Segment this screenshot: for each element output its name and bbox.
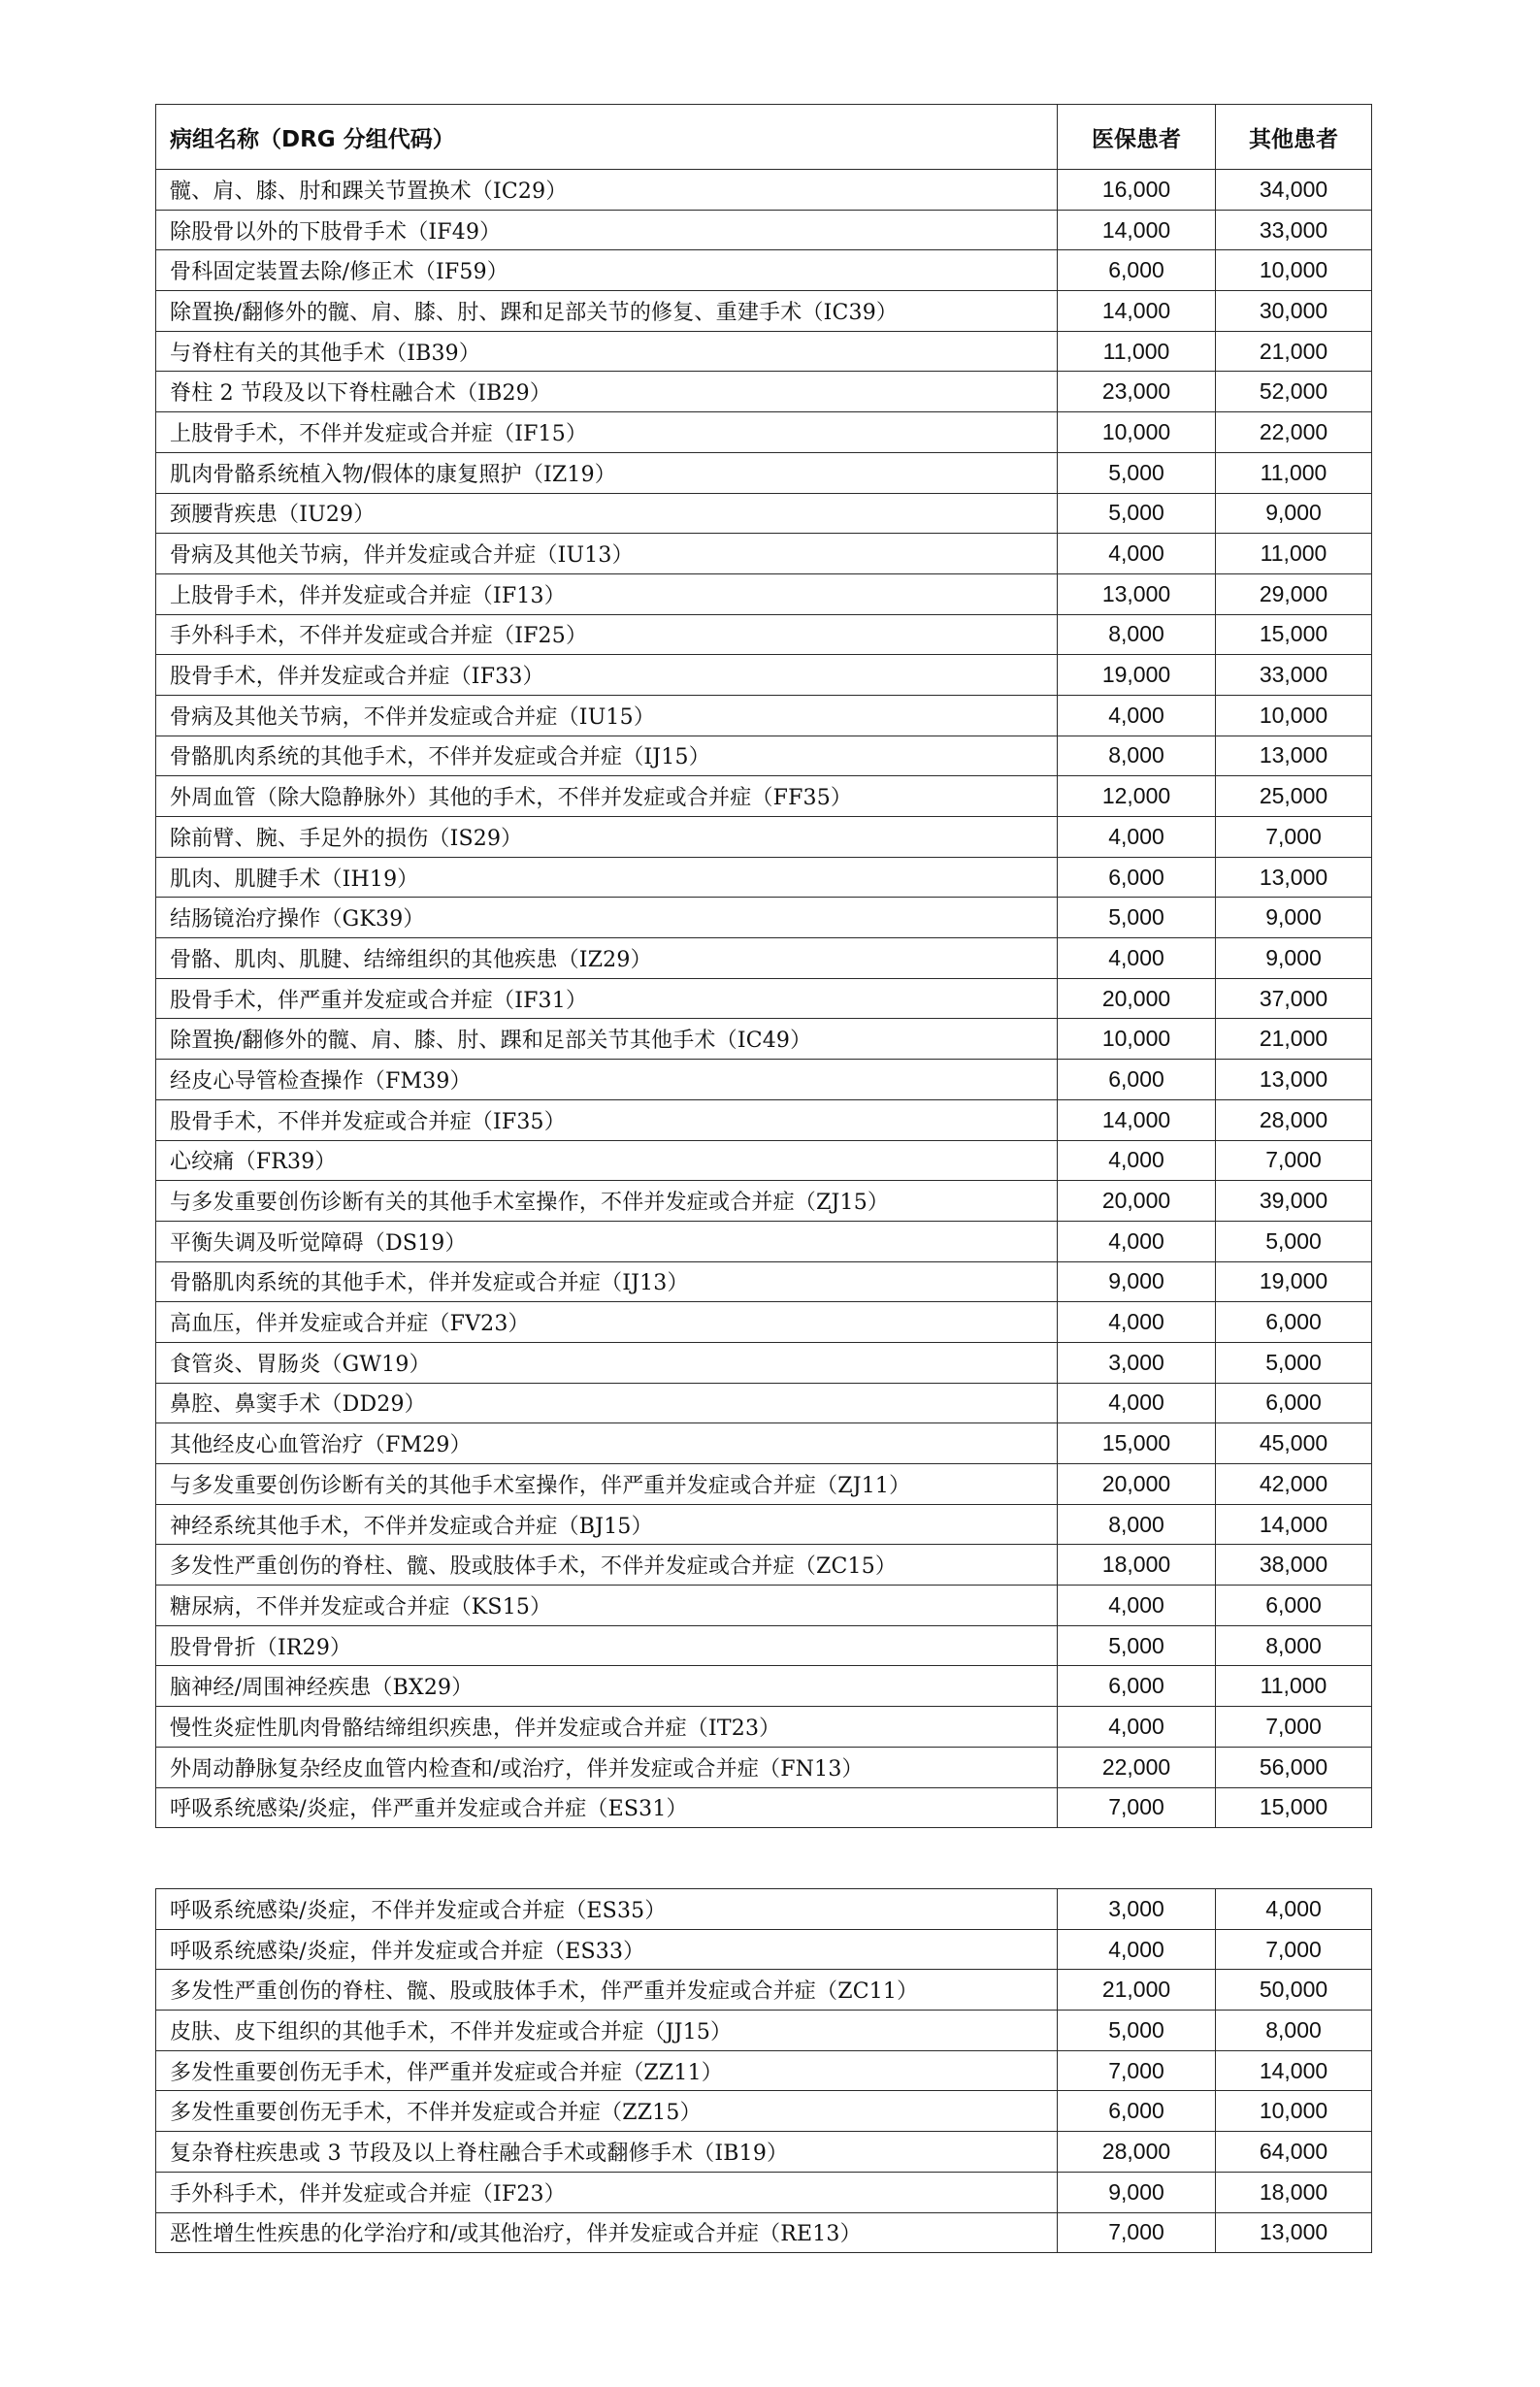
table-row	[156, 736, 1372, 776]
drg-name-cell: 股骨手术，不伴并发症或合并症（IF35）	[156, 1099, 1058, 1140]
drg-name-cell: 多发性重要创伤无手术，伴严重并发症或合并症（ZZ11）	[156, 2050, 1058, 2091]
other-patient-cost-cell: 9,000	[1216, 898, 1372, 938]
table-row	[156, 776, 1372, 817]
drg-name-cell: 皮肤、皮下组织的其他手术，不伴并发症或合并症（JJ15）	[156, 2011, 1058, 2051]
drg-name-cell: 高血压，伴并发症或合并症（FV23）	[156, 1302, 1058, 1343]
drg-name-cell: 糖尿病，不伴并发症或合并症（KS15）	[156, 1586, 1058, 1626]
header-medical-insurance: 医保患者	[1058, 105, 1216, 170]
other-patient-cost-cell: 10,000	[1216, 2091, 1372, 2132]
table-row	[156, 1019, 1372, 1060]
other-patient-cost-cell: 13,000	[1216, 857, 1372, 898]
drg-name-cell: 手外科手术，不伴并发症或合并症（IF25）	[156, 614, 1058, 655]
table-row	[156, 452, 1372, 493]
header-name: 病组名称（DRG 分组代码）	[156, 105, 1058, 170]
medical-insurance-cost-cell: 6,000	[1058, 250, 1216, 291]
medical-insurance-cost-cell: 6,000	[1058, 1666, 1216, 1707]
medical-insurance-cost-cell: 3,000	[1058, 1342, 1216, 1383]
other-patient-cost-cell: 39,000	[1216, 1181, 1372, 1222]
drg-name-cell: 股骨手术，伴严重并发症或合并症（IF31）	[156, 978, 1058, 1019]
medical-insurance-cost-cell: 14,000	[1058, 291, 1216, 332]
other-patient-cost-cell: 5,000	[1216, 1221, 1372, 1261]
medical-insurance-cost-cell: 16,000	[1058, 170, 1216, 211]
drg-name-cell: 外周动静脉复杂经皮血管内检查和/或治疗，伴并发症或合并症（FN13）	[156, 1747, 1058, 1787]
other-patient-cost-cell: 11,000	[1216, 534, 1372, 574]
table-row	[156, 1261, 1372, 1302]
table-row	[156, 1787, 1372, 1828]
drg-name-cell: 呼吸系统感染/炎症，伴并发症或合并症（ES33）	[156, 1929, 1058, 1970]
table-body-continued	[156, 1889, 1372, 2253]
other-patient-cost-cell: 7,000	[1216, 1140, 1372, 1181]
medical-insurance-cost-cell: 7,000	[1058, 1787, 1216, 1828]
medical-insurance-cost-cell: 4,000	[1058, 1221, 1216, 1261]
table-row	[156, 1586, 1372, 1626]
medical-insurance-cost-cell: 4,000	[1058, 1707, 1216, 1748]
drg-name-cell: 除置换/翻修外的髋、肩、膝、肘、踝和足部关节其他手术（IC49）	[156, 1019, 1058, 1060]
table-row	[156, 1625, 1372, 1666]
medical-insurance-cost-cell: 7,000	[1058, 2050, 1216, 2091]
other-patient-cost-cell: 29,000	[1216, 573, 1372, 614]
table-row	[156, 1099, 1372, 1140]
table-row	[156, 695, 1372, 736]
table-row	[156, 2050, 1372, 2091]
medical-insurance-cost-cell: 21,000	[1058, 1970, 1216, 2011]
medical-insurance-cost-cell: 4,000	[1058, 1383, 1216, 1423]
drg-name-cell: 骨科固定装置去除/修正术（IF59）	[156, 250, 1058, 291]
table-row	[156, 1504, 1372, 1545]
drg-name-cell: 鼻腔、鼻窦手术（DD29）	[156, 1383, 1058, 1423]
table-row	[156, 898, 1372, 938]
other-patient-cost-cell: 8,000	[1216, 2011, 1372, 2051]
medical-insurance-cost-cell: 9,000	[1058, 1261, 1216, 1302]
drg-name-cell: 上肢骨手术，伴并发症或合并症（IF13）	[156, 573, 1058, 614]
drg-name-cell: 平衡失调及听觉障碍（DS19）	[156, 1221, 1058, 1261]
other-patient-cost-cell: 42,000	[1216, 1464, 1372, 1505]
drg-name-cell: 与脊柱有关的其他手术（IB39）	[156, 331, 1058, 372]
medical-insurance-cost-cell: 19,000	[1058, 655, 1216, 696]
table-row	[156, 250, 1372, 291]
table-row	[156, 614, 1372, 655]
table-row	[156, 1545, 1372, 1586]
drg-name-cell: 多发性重要创伤无手术，不伴并发症或合并症（ZZ15）	[156, 2091, 1058, 2132]
other-patient-cost-cell: 10,000	[1216, 250, 1372, 291]
table-row	[156, 1889, 1372, 1930]
medical-insurance-cost-cell: 4,000	[1058, 938, 1216, 979]
drg-name-cell: 多发性严重创伤的脊柱、髋、股或肢体手术，伴严重并发症或合并症（ZC11）	[156, 1970, 1058, 2011]
drg-name-cell: 多发性严重创伤的脊柱、髋、股或肢体手术，不伴并发症或合并症（ZC15）	[156, 1545, 1058, 1586]
table-row	[156, 170, 1372, 211]
table-row	[156, 412, 1372, 453]
other-patient-cost-cell: 22,000	[1216, 412, 1372, 453]
other-patient-cost-cell: 30,000	[1216, 291, 1372, 332]
drg-name-cell: 脊柱 2 节段及以下脊柱融合术（IB29）	[156, 372, 1058, 412]
other-patient-cost-cell: 34,000	[1216, 170, 1372, 211]
other-patient-cost-cell: 7,000	[1216, 1707, 1372, 1748]
drg-name-cell: 除股骨以外的下肢骨手术（IF49）	[156, 210, 1058, 250]
other-patient-cost-cell: 11,000	[1216, 452, 1372, 493]
table-header-row	[156, 105, 1372, 170]
other-patient-cost-cell: 7,000	[1216, 817, 1372, 858]
table-row	[156, 2091, 1372, 2132]
drg-name-cell: 与多发重要创伤诊断有关的其他手术室操作，不伴并发症或合并症（ZJ15）	[156, 1181, 1058, 1222]
medical-insurance-cost-cell: 5,000	[1058, 452, 1216, 493]
table-row	[156, 1342, 1372, 1383]
other-patient-cost-cell: 25,000	[1216, 776, 1372, 817]
medical-insurance-cost-cell: 8,000	[1058, 614, 1216, 655]
other-patient-cost-cell: 19,000	[1216, 1261, 1372, 1302]
drg-name-cell: 手外科手术，伴并发症或合并症（IF23）	[156, 2172, 1058, 2212]
table-row	[156, 1383, 1372, 1423]
drg-name-cell: 骨骼、肌肉、肌腱、结缔组织的其他疾患（IZ29）	[156, 938, 1058, 979]
drg-name-cell: 复杂脊柱疾患或 3 节段及以上脊柱融合手术或翻修手术（IB19）	[156, 2132, 1058, 2173]
other-patient-cost-cell: 6,000	[1216, 1383, 1372, 1423]
table-row	[156, 1060, 1372, 1100]
other-patient-cost-cell: 18,000	[1216, 2172, 1372, 2212]
other-patient-cost-cell: 52,000	[1216, 372, 1372, 412]
other-patient-cost-cell: 15,000	[1216, 614, 1372, 655]
drg-name-cell: 呼吸系统感染/炎症，不伴并发症或合并症（ES35）	[156, 1889, 1058, 1930]
medical-insurance-cost-cell: 23,000	[1058, 372, 1216, 412]
drg-name-cell: 恶性增生性疾患的化学治疗和/或其他治疗，伴并发症或合并症（RE13）	[156, 2212, 1058, 2253]
medical-insurance-cost-cell: 5,000	[1058, 493, 1216, 534]
other-patient-cost-cell: 33,000	[1216, 210, 1372, 250]
medical-insurance-cost-cell: 12,000	[1058, 776, 1216, 817]
medical-insurance-cost-cell: 10,000	[1058, 412, 1216, 453]
table-row	[156, 1707, 1372, 1748]
other-patient-cost-cell: 13,000	[1216, 736, 1372, 776]
table-row	[156, 1181, 1372, 1222]
medical-insurance-cost-cell: 4,000	[1058, 1140, 1216, 1181]
table-row	[156, 1929, 1372, 1970]
medical-insurance-cost-cell: 15,000	[1058, 1423, 1216, 1464]
drg-name-cell: 食管炎、胃肠炎（GW19）	[156, 1342, 1058, 1383]
medical-insurance-cost-cell: 6,000	[1058, 2091, 1216, 2132]
drg-name-cell: 颈腰背疾患（IU29）	[156, 493, 1058, 534]
medical-insurance-cost-cell: 14,000	[1058, 1099, 1216, 1140]
medical-insurance-cost-cell: 20,000	[1058, 1181, 1216, 1222]
table-row	[156, 1423, 1372, 1464]
drg-cost-table-continued	[155, 1888, 1372, 2253]
medical-insurance-cost-cell: 5,000	[1058, 2011, 1216, 2051]
drg-name-cell: 髋、肩、膝、肘和踝关节置换术（IC29）	[156, 170, 1058, 211]
medical-insurance-cost-cell: 5,000	[1058, 1625, 1216, 1666]
other-patient-cost-cell: 56,000	[1216, 1747, 1372, 1787]
other-patient-cost-cell: 37,000	[1216, 978, 1372, 1019]
table-row	[156, 2172, 1372, 2212]
medical-insurance-cost-cell: 13,000	[1058, 573, 1216, 614]
other-patient-cost-cell: 6,000	[1216, 1586, 1372, 1626]
drg-name-cell: 骨病及其他关节病，伴并发症或合并症（IU13）	[156, 534, 1058, 574]
drg-name-cell: 肌肉、肌腱手术（IH19）	[156, 857, 1058, 898]
table-row	[156, 655, 1372, 696]
table-row	[156, 978, 1372, 1019]
drg-name-cell: 骨骼肌肉系统的其他手术，伴并发症或合并症（IJ13）	[156, 1261, 1058, 1302]
medical-insurance-cost-cell: 6,000	[1058, 857, 1216, 898]
medical-insurance-cost-cell: 18,000	[1058, 1545, 1216, 1586]
table-row	[156, 372, 1372, 412]
medical-insurance-cost-cell: 14,000	[1058, 210, 1216, 250]
other-patient-cost-cell: 45,000	[1216, 1423, 1372, 1464]
medical-insurance-cost-cell: 22,000	[1058, 1747, 1216, 1787]
table-row	[156, 573, 1372, 614]
medical-insurance-cost-cell: 11,000	[1058, 331, 1216, 372]
other-patient-cost-cell: 8,000	[1216, 1625, 1372, 1666]
table-row	[156, 2011, 1372, 2051]
drg-cost-table	[155, 104, 1372, 1828]
table-row	[156, 291, 1372, 332]
drg-name-cell: 股骨手术，伴并发症或合并症（IF33）	[156, 655, 1058, 696]
drg-name-cell: 股骨骨折（IR29）	[156, 1625, 1058, 1666]
other-patient-cost-cell: 28,000	[1216, 1099, 1372, 1140]
other-patient-cost-cell: 21,000	[1216, 1019, 1372, 1060]
other-patient-cost-cell: 38,000	[1216, 1545, 1372, 1586]
medical-insurance-cost-cell: 7,000	[1058, 2212, 1216, 2253]
drg-name-cell: 结肠镜治疗操作（GK39）	[156, 898, 1058, 938]
table-row	[156, 1302, 1372, 1343]
other-patient-cost-cell: 10,000	[1216, 695, 1372, 736]
drg-name-cell: 其他经皮心血管治疗（FM29）	[156, 1423, 1058, 1464]
table-row	[156, 817, 1372, 858]
table-row	[156, 857, 1372, 898]
drg-name-cell: 脑神经/周围神经疾患（BX29）	[156, 1666, 1058, 1707]
header-other: 其他患者	[1216, 105, 1372, 170]
table-row	[156, 1221, 1372, 1261]
table-row	[156, 938, 1372, 979]
other-patient-cost-cell: 11,000	[1216, 1666, 1372, 1707]
table-row	[156, 1464, 1372, 1505]
drg-name-cell: 呼吸系统感染/炎症，伴严重并发症或合并症（ES31）	[156, 1787, 1058, 1828]
table-row	[156, 1666, 1372, 1707]
other-patient-cost-cell: 13,000	[1216, 2212, 1372, 2253]
medical-insurance-cost-cell: 9,000	[1058, 2172, 1216, 2212]
table-row	[156, 210, 1372, 250]
drg-name-cell: 除前臂、腕、手足外的损伤（IS29）	[156, 817, 1058, 858]
medical-insurance-cost-cell: 4,000	[1058, 1302, 1216, 1343]
medical-insurance-cost-cell: 28,000	[1058, 2132, 1216, 2173]
medical-insurance-cost-cell: 3,000	[1058, 1889, 1216, 1930]
other-patient-cost-cell: 6,000	[1216, 1302, 1372, 1343]
other-patient-cost-cell: 7,000	[1216, 1929, 1372, 1970]
drg-name-cell: 慢性炎症性肌肉骨骼结缔组织疾患，伴并发症或合并症（IT23）	[156, 1707, 1058, 1748]
other-patient-cost-cell: 50,000	[1216, 1970, 1372, 2011]
drg-name-cell: 上肢骨手术，不伴并发症或合并症（IF15）	[156, 412, 1058, 453]
medical-insurance-cost-cell: 4,000	[1058, 534, 1216, 574]
other-patient-cost-cell: 14,000	[1216, 2050, 1372, 2091]
drg-name-cell: 神经系统其他手术，不伴并发症或合并症（BJ15）	[156, 1504, 1058, 1545]
table-row	[156, 1140, 1372, 1181]
table-body	[156, 170, 1372, 1828]
table-row	[156, 1747, 1372, 1787]
other-patient-cost-cell: 13,000	[1216, 1060, 1372, 1100]
table-row	[156, 2212, 1372, 2253]
table-row	[156, 2132, 1372, 2173]
other-patient-cost-cell: 9,000	[1216, 493, 1372, 534]
medical-insurance-cost-cell: 20,000	[1058, 1464, 1216, 1505]
table-row	[156, 331, 1372, 372]
table-row	[156, 493, 1372, 534]
drg-name-cell: 经皮心导管检查操作（FM39）	[156, 1060, 1058, 1100]
drg-name-cell: 骨骼肌肉系统的其他手术，不伴并发症或合并症（IJ15）	[156, 736, 1058, 776]
medical-insurance-cost-cell: 4,000	[1058, 817, 1216, 858]
other-patient-cost-cell: 64,000	[1216, 2132, 1372, 2173]
other-patient-cost-cell: 21,000	[1216, 331, 1372, 372]
other-patient-cost-cell: 15,000	[1216, 1787, 1372, 1828]
medical-insurance-cost-cell: 4,000	[1058, 1586, 1216, 1626]
medical-insurance-cost-cell: 4,000	[1058, 695, 1216, 736]
other-patient-cost-cell: 4,000	[1216, 1889, 1372, 1930]
drg-name-cell: 肌肉骨骼系统植入物/假体的康复照护（IZ19）	[156, 452, 1058, 493]
other-patient-cost-cell: 33,000	[1216, 655, 1372, 696]
drg-name-cell: 与多发重要创伤诊断有关的其他手术室操作，伴严重并发症或合并症（ZJ11）	[156, 1464, 1058, 1505]
other-patient-cost-cell: 9,000	[1216, 938, 1372, 979]
medical-insurance-cost-cell: 4,000	[1058, 1929, 1216, 1970]
drg-name-cell: 骨病及其他关节病，不伴并发症或合并症（IU15）	[156, 695, 1058, 736]
other-patient-cost-cell: 14,000	[1216, 1504, 1372, 1545]
drg-name-cell: 除置换/翻修外的髋、肩、膝、肘、踝和足部关节的修复、重建手术（IC39）	[156, 291, 1058, 332]
table-row	[156, 1970, 1372, 2011]
medical-insurance-cost-cell: 5,000	[1058, 898, 1216, 938]
drg-name-cell: 心绞痛（FR39）	[156, 1140, 1058, 1181]
medical-insurance-cost-cell: 8,000	[1058, 1504, 1216, 1545]
table-row	[156, 534, 1372, 574]
medical-insurance-cost-cell: 8,000	[1058, 736, 1216, 776]
drg-name-cell: 外周血管（除大隐静脉外）其他的手术，不伴并发症或合并症（FF35）	[156, 776, 1058, 817]
medical-insurance-cost-cell: 6,000	[1058, 1060, 1216, 1100]
other-patient-cost-cell: 5,000	[1216, 1342, 1372, 1383]
medical-insurance-cost-cell: 10,000	[1058, 1019, 1216, 1060]
medical-insurance-cost-cell: 20,000	[1058, 978, 1216, 1019]
